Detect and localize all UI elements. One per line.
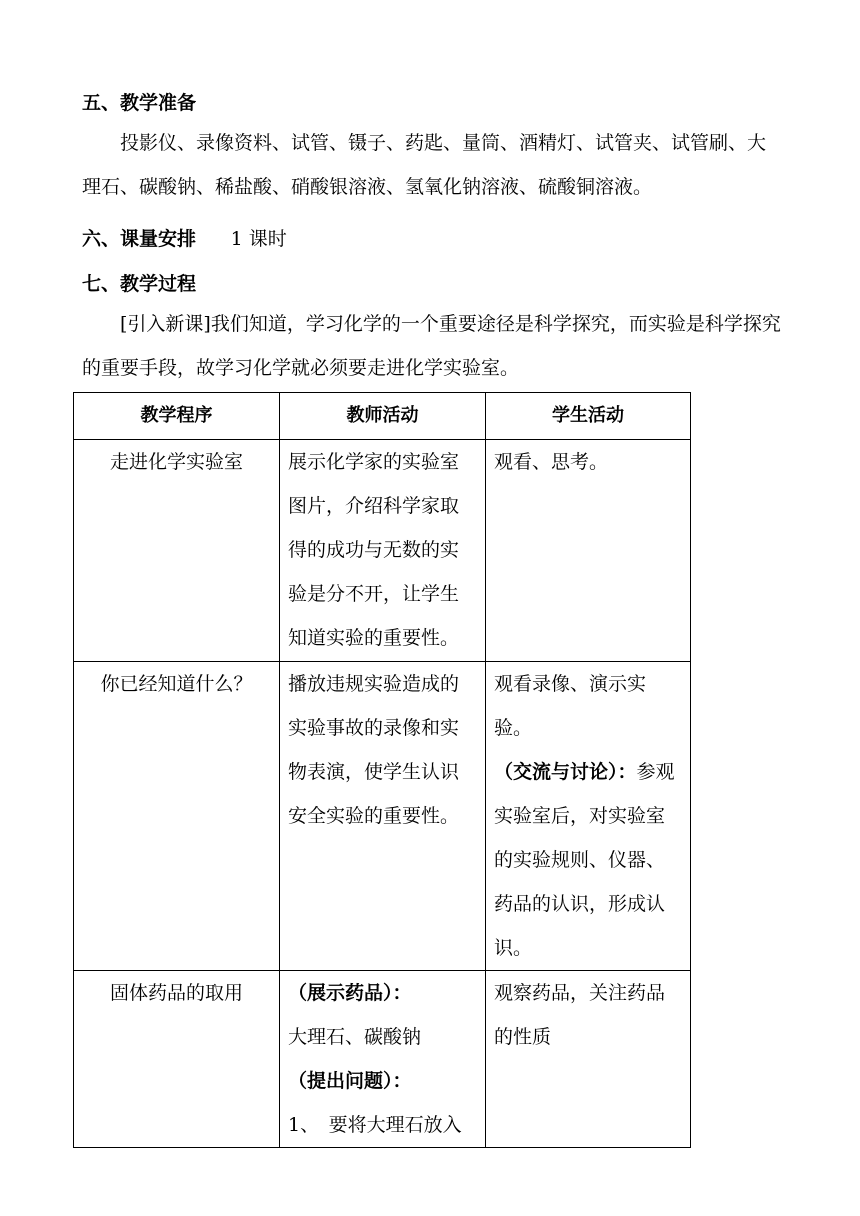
teacher-activity-line: 1、 要将大理石放入 (288, 1114, 462, 1136)
lesson-table (73, 392, 691, 1148)
teacher-activity-cell: 展示化学家的实验室图片，介绍科学家取得的成功与无数的实验是分不开，让学生知道实验的重要性。 (280, 440, 486, 662)
section-6-label: 六、课量安排 (82, 228, 197, 250)
section-7-title: 七、教学过程 (82, 273, 197, 295)
discussion-label: （交流与讨论）： (494, 761, 637, 783)
teacher-activity-line: 大理石、碳酸钠 (288, 1026, 422, 1048)
teacher-activity-cell: 播放违规实验造成的实验事故的录像和实物表演，使学生认识安全实验的重要性。 (280, 662, 486, 971)
student-activity-cell: 观看、思考。 (486, 440, 691, 662)
student-activity-cell: 观察药品，关注药品的性质 (486, 971, 691, 1148)
teacher-activity-cell (280, 971, 486, 1148)
column-header: 学生活动 (486, 393, 691, 440)
show-drugs-label: （展示药品）： (288, 982, 412, 1004)
column-header: 教学程序 (74, 393, 280, 440)
table-row (74, 440, 691, 662)
question-label: （提出问题）： (288, 1070, 412, 1092)
table-row (74, 971, 691, 1148)
student-activity-text: 参观实验室后，对实验室的实验规则、仪器、药品的认识，形成认识。 (494, 761, 675, 959)
section-7-intro: [引入新课]我们知道，学习化学的一个重要途径是科学探究，而实验是科学探究的重要手段，故学习化学就必须要走进化学实验室。 (82, 313, 781, 379)
student-activity-line: 观看录像、演示实验。 (494, 673, 647, 739)
column-header: 教师活动 (280, 393, 486, 440)
table-row (74, 662, 691, 971)
stage-cell: 固体药品的取用 (74, 971, 280, 1148)
section-6-title (82, 224, 287, 251)
stage-cell: 走进化学实验室 (74, 440, 280, 662)
stage-cell: 你已经知道什么？ (74, 662, 280, 971)
table-header-row (74, 393, 691, 440)
section-5-text: 投影仪、录像资料、试管、镊子、药匙、量筒、酒精灯、试管夹、试管刷、大理石、碳酸钠、稀盐酸、硝酸银溶液、氢氧化钠溶液、硫酸铜溶液。 (82, 132, 767, 198)
section-6-value: 1 课时 (230, 228, 287, 250)
student-activity-cell (486, 662, 691, 971)
section-5-title: 五、教学准备 (82, 92, 197, 114)
